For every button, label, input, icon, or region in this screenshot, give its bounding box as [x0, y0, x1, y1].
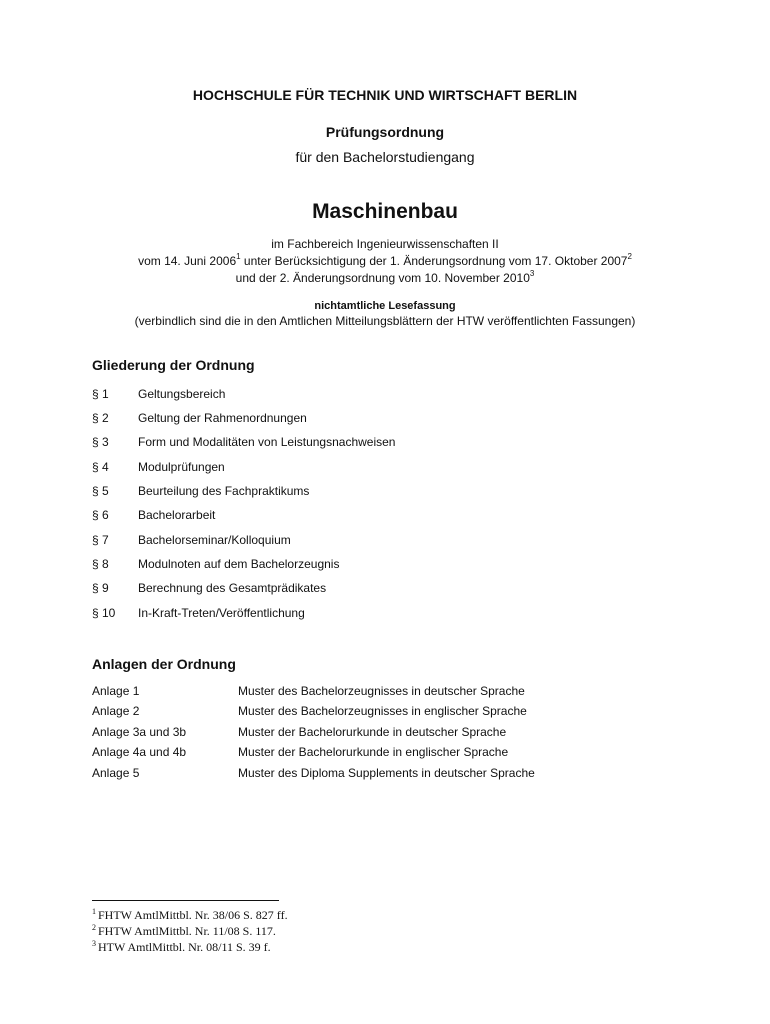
- annex-label: Anlage 4a und 4b: [92, 745, 187, 759]
- footnote-ref-3: 3: [529, 269, 535, 278]
- toc-title: Geltungsbereich: [138, 387, 226, 401]
- toc-title: Form und Modalitäten von Leistungsnachweisen: [138, 435, 396, 449]
- toc-number: § 5: [92, 484, 109, 498]
- annex-label: Anlage 2: [92, 704, 140, 718]
- annex-description: Muster des Bachelorzeugnisses in englischer Sprache: [238, 704, 527, 718]
- toc-number: § 4: [92, 460, 109, 474]
- toc-number: § 9: [92, 581, 109, 595]
- toc-title: Modulnoten auf dem Bachelorzeugnis: [138, 557, 340, 571]
- footnote-mark: 1: [92, 907, 96, 916]
- toc-number: § 10: [92, 606, 116, 620]
- amendment-second: und der 2. Änderungsordnung vom 10. November 2010: [235, 271, 530, 285]
- footnote-ref-1: 1: [236, 252, 241, 261]
- faculty-line: im Fachbereich Ingenieurwissenschaften II: [271, 237, 499, 251]
- footnote-text: FHTW AmtlMittbl. Nr. 11/08 S. 117.: [98, 924, 276, 938]
- amendment-date-original: vom 14. Juni 2006: [138, 254, 237, 268]
- institution-name: HOCHSCHULE FÜR TECHNIK UND WIRTSCHAFT BERLIN: [192, 87, 578, 103]
- toc-title: Berechnung des Gesamtprädikates: [138, 581, 327, 595]
- footnote: [92, 940, 271, 955]
- annex-description: Muster der Bachelorurkunde in deutscher Sprache: [238, 725, 507, 739]
- toc-title: Bachelorarbeit: [138, 508, 216, 522]
- annex-label: Anlage 5: [92, 766, 140, 780]
- footnote-mark: 3: [92, 939, 96, 948]
- footnote-text: HTW AmtlMittbl. Nr. 08/11 S. 39 f.: [98, 940, 271, 954]
- toc-number: § 3: [92, 435, 109, 449]
- toc-number: § 6: [92, 508, 109, 522]
- amendment-line-2: [0, 271, 770, 285]
- footnote: [92, 908, 288, 923]
- annex-description: Muster des Diploma Supplements in deutscher Sprache: [238, 766, 535, 780]
- annex-label: Anlage 1: [92, 684, 140, 698]
- amendment-line-1: [0, 254, 770, 268]
- footnote-mark: 2: [92, 923, 96, 932]
- footnote-divider: [92, 900, 279, 901]
- toc-title: Geltung der Rahmenordnungen: [138, 411, 307, 425]
- toc-number: § 1: [92, 387, 109, 401]
- toc-title: Modulprüfungen: [138, 460, 225, 474]
- page-title: Maschinenbau: [312, 200, 458, 223]
- footnote: [92, 924, 276, 939]
- binding-note: (verbindlich sind die in den Amtlichen Mitteilungsblättern der HTW veröffentlichten Fassungen): [134, 314, 636, 328]
- document-type: Prüfungsordnung: [325, 124, 445, 140]
- annex-description: Muster des Bachelorzeugnisses in deutscher Sprache: [238, 684, 525, 698]
- nonofficial-label: nichtamtliche Lesefassung: [314, 300, 456, 312]
- toc-number: § 8: [92, 557, 109, 571]
- annex-heading: Anlagen der Ordnung: [92, 656, 236, 672]
- toc-title: Bachelorseminar/Kolloquium: [138, 533, 291, 547]
- annex-description: Muster der Bachelorurkunde in englischer Sprache: [238, 745, 509, 759]
- toc-number: § 7: [92, 533, 109, 547]
- footnote-ref-2: 2: [627, 252, 632, 261]
- program-prefix: für den Bachelorstudiengang: [295, 149, 475, 165]
- footnote-text: FHTW AmtlMittbl. Nr. 38/06 S. 827 ff.: [98, 908, 288, 922]
- annex-label: Anlage 3a und 3b: [92, 725, 187, 739]
- toc-heading: Gliederung der Ordnung: [92, 357, 255, 373]
- amendment-first: unter Berücksichtigung der 1. Änderungsordnung vom 17. Oktober 2007: [240, 254, 628, 268]
- toc-number: § 2: [92, 411, 109, 425]
- toc-title: Beurteilung des Fachpraktikums: [138, 484, 310, 498]
- toc-title: In-Kraft-Treten/Veröffentlichung: [138, 606, 305, 620]
